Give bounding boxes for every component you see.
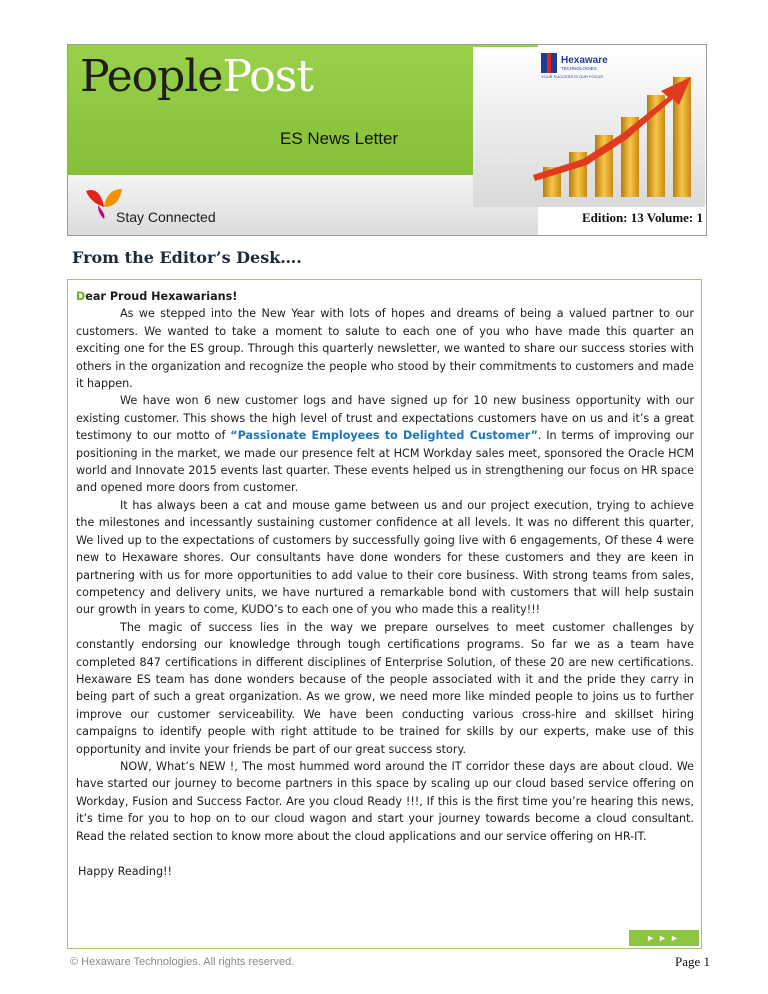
- page-number: Page 1: [674, 954, 710, 969]
- greeting: [76, 288, 694, 305]
- paragraph-5: NOW, What’s NEW !, The most hummed word around the IT corridor these days are about cloud. We have started our journey to become partners in this space by scaling up our cloud based service offering on Workday, Fusion and Success Factor. Are you cloud Ready !!!, If this is the first time you’re hearing this news, it’s time for you to hop on to our cloud wagon and start your journey towards become a cloud consultant. Read the related section to know more about the cloud applications and our service offering on HR-IT.: [76, 759, 694, 843]
- greeting-text: ear Proud Hexawarians!: [85, 290, 238, 303]
- editor-letter: [76, 288, 694, 880]
- letter-frame: [67, 279, 702, 949]
- newsletter-header: [67, 44, 707, 236]
- brand-slogan: YOUR SUCCESS IS OUR FOCUS: [541, 74, 604, 79]
- paragraph-1: As we stepped into the New Year with lots of hopes and dreams of being a valued partner to our customers. We wanted to take a moment to salute to each one of you who have made this quarter an exciting one for the ES group. Through this quarterly newsletter, we wanted to share our success stories with others in the organization and recognize the people who stood by their commitments to customers and made it happen.: [76, 307, 694, 391]
- logo-part-post: Post: [222, 51, 314, 102]
- motto: “Passionate Employees to Delighted Customer”: [230, 429, 538, 443]
- logo-part-people: People: [80, 51, 223, 102]
- closing-line: Happy Reading!!: [78, 865, 173, 878]
- next-page-button[interactable]: ►►►: [629, 930, 699, 946]
- paragraph-3: It has always been a cat and mouse game between us and our project execution, trying to achieve the milestones and incessantly sustaining customer confidence at all levels. It was no different this quarter, We lived up to the expectations of customers by successfully going live with 6 engagements, Of these 4 were new to Hexaware shores. Our consultants have done wonders for these customers and they are keen in partnering with us for more opportunities to add value to their core business. With strong teams from sales, competency and delivery units, we have nurtured a remarkable bond with customers that will help sustain our growth in years to come, KUDO’s to each one of you who made this a reality!!!: [76, 498, 694, 617]
- greeting-initial: D: [76, 290, 86, 303]
- brand-name: Hexaware: [561, 55, 608, 66]
- header-strip: [68, 175, 538, 235]
- section-title: From the Editor’s Desk….: [72, 248, 302, 267]
- paragraph-2: [76, 392, 694, 496]
- header-banner: [68, 45, 538, 175]
- newsletter-subtitle: ES News Letter: [280, 129, 399, 148]
- footer-copyright: © Hexaware Technologies. All rights reserved.: [70, 956, 295, 968]
- growth-chart-illustration: [473, 47, 705, 207]
- paragraph-2-b: . In terms of improving our positioning in the market, we made our presence felt at HCM Workday sales meet, sponsored the Oracle HCM world and Innovate 2015 events last quarter. These events helped us in strengthening our focus on HR space and opened more doors from customer.: [76, 429, 694, 495]
- paragraph-4: The magic of success lies in the way we prepare ourselves to meet customer challenges by constantly endorsing our knowledge through tough certifications programs. So far we as a team have completed 847 certifications in different disciplines of Enterprise Solution, of these 20 are new certifications. Hexaware ES team has done wonders because of the people associated with it and the pride they carry in being part of such a great organization. As we grow, we need more like minded people to joins us to further improve our customer serviceability. We have been conducting various cross-hire and skillset hiring campaigns to identify people with right attitude to be trained for skills by our experts, make use of this opportunity and invite your friends be part of our great success story.: [76, 620, 694, 756]
- edition-volume: Edition: 13 Volume: 1: [582, 210, 703, 225]
- tagline: Stay Connected: [116, 209, 216, 225]
- brand-sub: TECHNOLOGIES: [561, 66, 597, 71]
- paragraph-2-a: We have won 6 new customer logs and have signed up for 10 new business opportunity with our existing customer. This shows the high level of trust and expectations customers have on us and it’s a great testimony to our motto of: [76, 394, 694, 443]
- newsletter-logo: [80, 51, 314, 102]
